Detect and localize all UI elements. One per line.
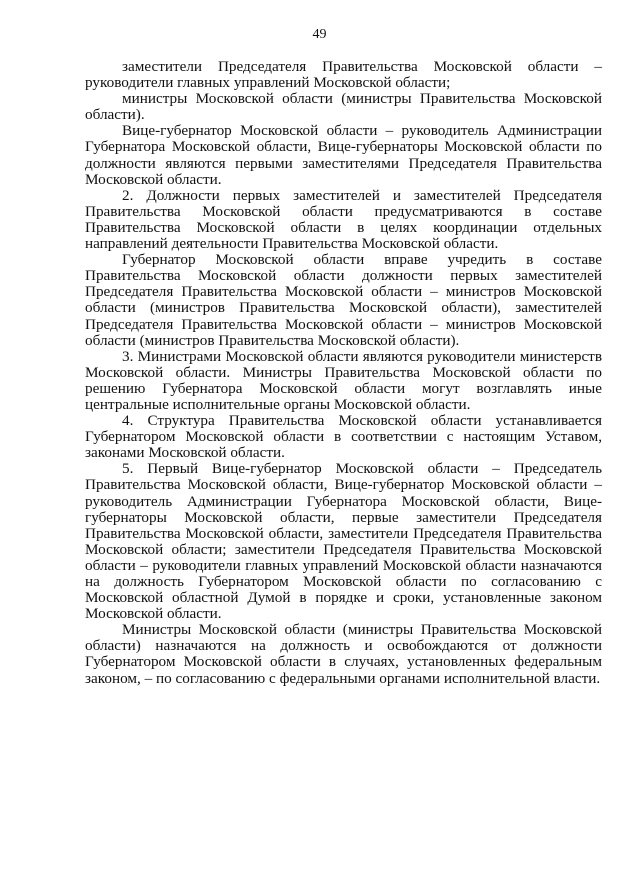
paragraph-section-4: 4. Структура Правительства Московской области устанавливается Губернатором Московской области в соответствии с настоящим Уставом, законами Московской области. <box>85 412 602 462</box>
paragraph-vice-governor: Вице-губернатор Московской области – руководитель Администрации Губернатора Московской области, Вице-губернаторы Московской области по должности являются первыми заместителями Председателя Правительства Московской области. <box>85 122 602 188</box>
paragraph-deputies-heads: заместители Председателя Правительства Московской области – руководители главных управлений Московской области; <box>85 58 602 92</box>
paragraph-section-2: 2. Должности первых заместителей и заместителей Председателя Правительства Московской области предусматриваются в составе Правительства Московской области в целях координации отдельных направлений деятельности Правительства Московской области. <box>85 186 602 253</box>
paragraph-section-5: 5. Первый Вице-губернатор Московской области – Председатель Правительства Московской области, Вице-губернатор Московской области – руководитель Администрации Губернатора Московской области, Вице-губернаторы Московской области, первые заместители Председателя Правительства Московской области, заместители Председателя Правительства Московской области; заместители Председателя Правительства Московской области – руководители главных управлений Московской области назначаются на должность Губернатором Московской области по согласованию с Московской областной Думой в порядке и сроки, установленные законом Московской области. <box>85 460 602 623</box>
document-body <box>85 59 602 687</box>
paragraph-section-3: 3. Министрами Московской области являются руководители министерств Московской области. Министры Правительства Московской области по решению Губернатора Московской области могут возглавлять иные центральные исполнительные органы Московской области. <box>85 347 602 413</box>
paragraph-governor-right: Губернатор Московской области вправе учредить в составе Правительства Московской области должности первых заместителей Председателя Правительства Московской области – министров Московской области (министров Правительства Московской области), заместителей Председателя Правительства Московской области – министров Московской области (министров Правительства Московской области). <box>85 251 602 349</box>
page-number: 49 <box>312 27 327 42</box>
paragraph-ministers-appointment: Министры Московской области (министры Правительства Московской области) назначаются на должность и освобождаются от должности Губернатором Московской области в случаях, установленных федеральным законом, – по согласованию с федеральными органами исполнительной власти. <box>85 621 602 687</box>
paragraph-ministers: министры Московской области (министры Правительства Московской области). <box>85 90 602 124</box>
